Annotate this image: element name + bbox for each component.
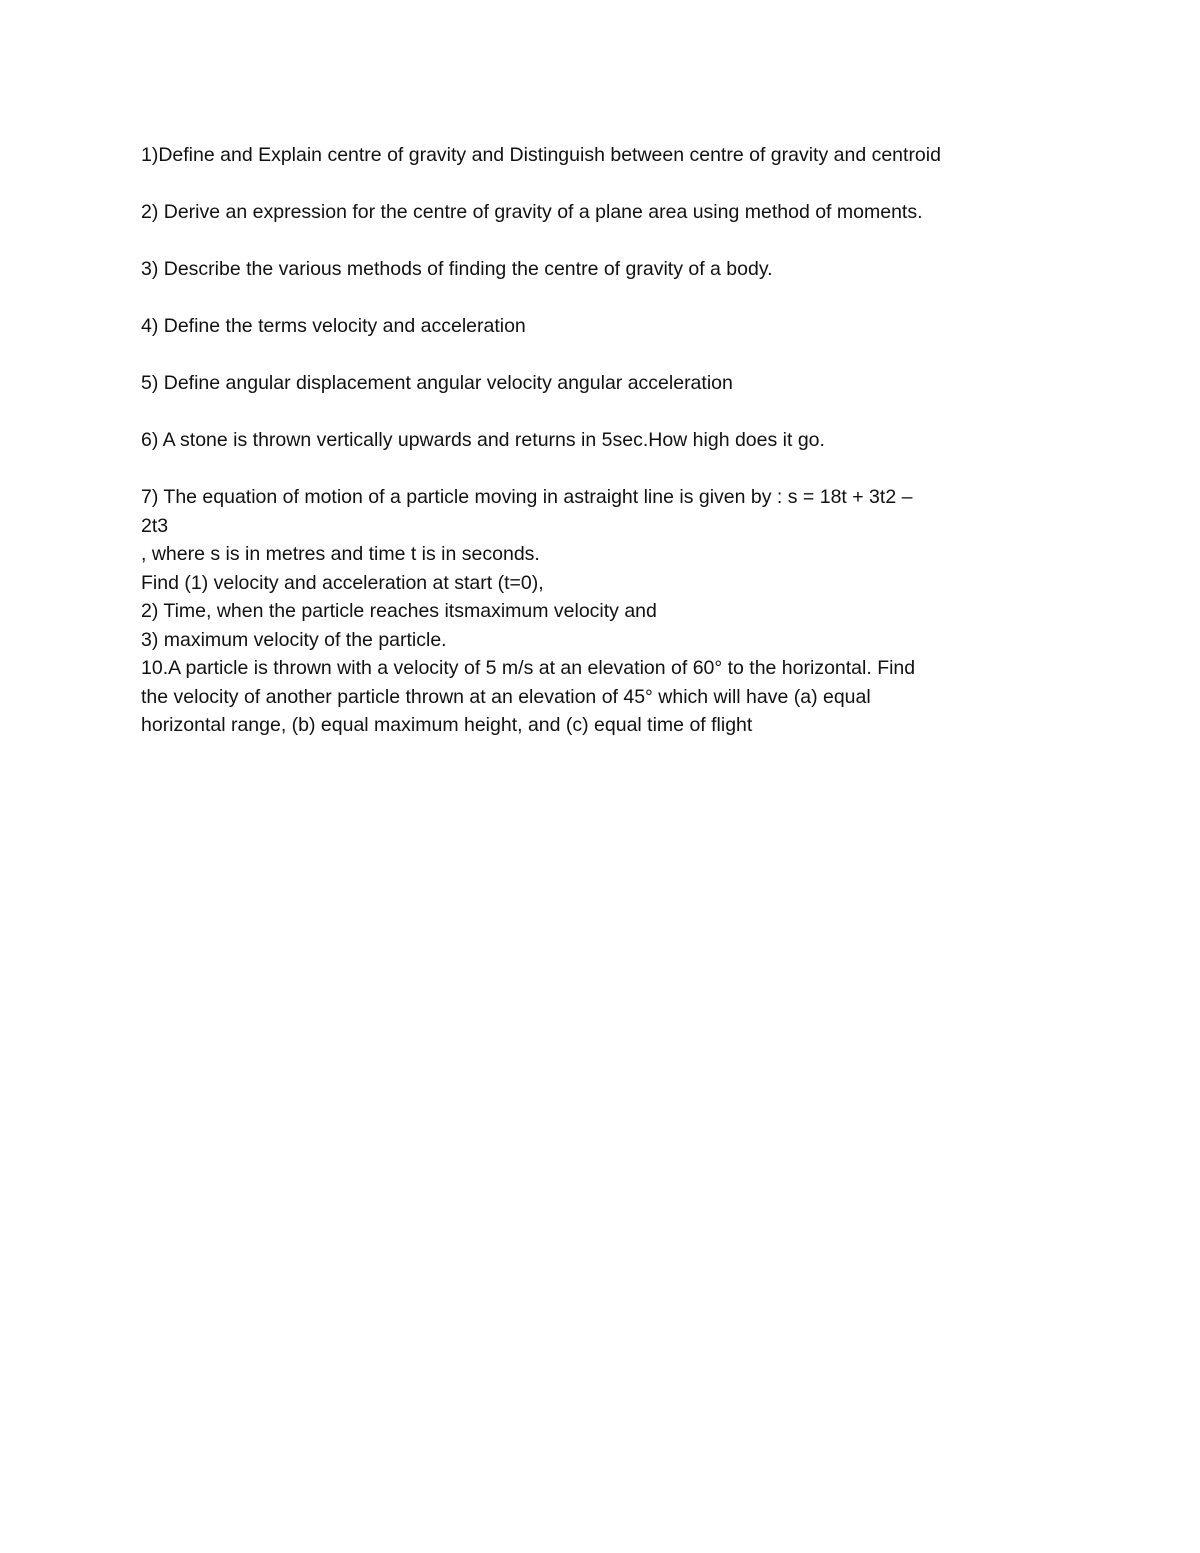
question-3: 3) Describe the various methods of finding the centre of gravity of a body. [141,258,773,280]
question-list [141,141,1031,740]
question-7-line: 7) The equation of motion of a particle moving in astraight line is given by : s = 18t + 3t2 – [141,486,913,508]
question-10 [141,654,1031,740]
question-7-line: , where s is in metres and time t is in seconds. [141,543,540,565]
question-10-line: the velocity of another particle thrown at an elevation of 45° which will have (a) equal [141,685,871,708]
question-10-line: horizontal range, (b) equal maximum height, and (c) equal time of flight [141,714,753,736]
question-5: 5) Define angular displacement angular velocity angular acceleration [141,372,733,394]
question-7-line: Find (1) velocity and acceleration at start (t=0), [141,571,544,594]
question-10-line: 10.A particle is thrown with a velocity of 5 m/s at an elevation of 60° to the horizontal. Find [141,657,916,679]
question-7-line: 3) maximum velocity of the particle. [141,628,447,651]
question-1: 1)Define and Explain centre of gravity and Distinguish between centre of gravity and centroid [141,144,941,166]
question-4: 4) Define the terms velocity and acceleration [141,315,526,337]
question-7-line: 2t3 [141,514,169,537]
question-6: 6) A stone is thrown vertically upwards and returns in 5sec.How high does it go. [141,429,825,451]
question-7 [141,483,1031,654]
question-2: 2) Derive an expression for the centre of gravity of a plane area using method of moments. [141,201,923,223]
question-7-line: 2) Time, when the particle reaches itsmaximum velocity and [141,600,657,622]
